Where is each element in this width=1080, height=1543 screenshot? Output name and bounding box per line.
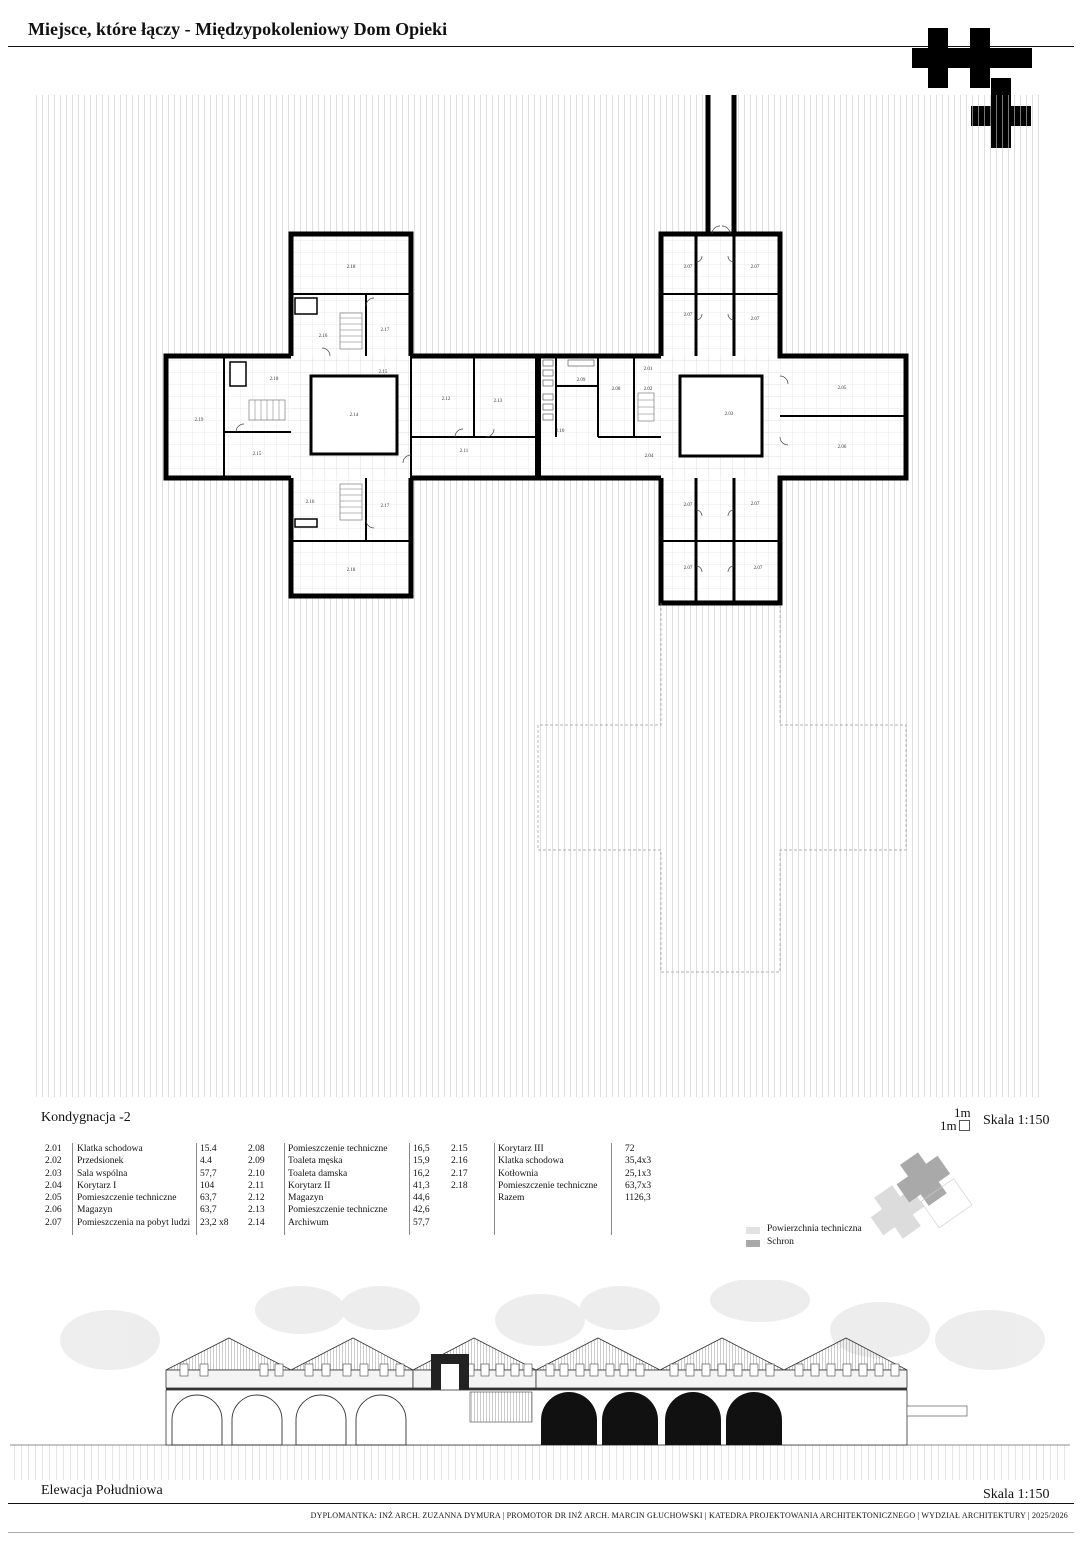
room-label: 2.18 — [346, 568, 356, 573]
table-areas-col2: 16,5 15,9 16,2 41,3 44,6 42,6 57,7 — [413, 1144, 430, 1228]
room-label: 2.02 — [643, 387, 653, 392]
table-divider — [409, 1143, 410, 1235]
legend-swatch-shelter — [746, 1240, 760, 1247]
table-names-col1: Klatka schodowa Przedsionek Sala wspólna Korytarz I Pomieszczenie techniczne Magazyn Pomieszczenia na pobyt ludzi — [77, 1144, 191, 1228]
scale-bar-bottom-label: 1m — [940, 1118, 957, 1133]
room-label: 2.18 — [346, 265, 356, 270]
footer-credits: DYPLOMANTKA: INŻ ARCH. ZUZANNA DYMURA | PROMOTOR DR INŻ ARCH. MARCIN GŁUCHOWSKI | KATEDRA PROJEKTOWANIA ARCHITEKTONICZNEGO | WYDZIAŁ ARCHITEKTURY | 2025/2026 — [310, 1511, 1068, 1520]
key-plan-map — [860, 1140, 980, 1240]
room-label: 2.12 — [441, 397, 451, 402]
legend-label: Powierzchnia techniczna — [767, 1224, 862, 1234]
room-label: 2.09 — [576, 378, 586, 383]
room-label: 2.15 — [252, 452, 262, 457]
room-label: 2.08 — [611, 387, 621, 392]
table-codes-col3: 2.15 2.16 2.17 2.18 — [451, 1144, 468, 1191]
scale-bar — [938, 1105, 978, 1135]
room-label: 2.18 — [269, 377, 279, 382]
table-names-col2: Pomieszczenie techniczne Toaleta męska Toaleta damska Korytarz II Magazyn Pomieszczenie techniczne Archiwum — [288, 1144, 388, 1228]
table-divider — [284, 1143, 285, 1235]
table-divider — [611, 1143, 612, 1235]
room-label: 2.17 — [380, 328, 390, 333]
scale-bar-square-icon — [959, 1120, 970, 1131]
table-names-col3: Korytarz III Klatka schodowa Kotłownia Pomieszczenie techniczne Razem — [498, 1144, 598, 1204]
footer-rule — [8, 1503, 1074, 1504]
page-title: Miejsce, które łączy - Międzypokoleniowy Dom Opieki — [28, 19, 448, 39]
elevation-scale-label: Skala 1:150 — [983, 1487, 1050, 1502]
bottom-rule — [8, 1532, 1074, 1533]
room-label: 2.16 — [305, 500, 315, 505]
scale-bar-top-label: 1m — [954, 1105, 971, 1120]
room-label: 2.07 — [753, 566, 763, 571]
table-divider — [72, 1143, 73, 1235]
room-label: 2.07 — [750, 317, 760, 322]
room-label: 2.06 — [837, 445, 847, 450]
room-label: 2.14 — [349, 413, 359, 418]
room-label: 2.11 — [459, 449, 469, 454]
legend-label: Schron — [767, 1237, 794, 1247]
table-codes-col2: 2.08 2.09 2.10 2.11 2.12 2.13 2.14 — [248, 1144, 265, 1228]
room-label: 2.15 — [378, 370, 388, 375]
elevation-title: Elewacja Południowa — [41, 1483, 163, 1498]
room-label: 2.17 — [380, 504, 390, 509]
room-label: 2.07 — [683, 503, 693, 508]
level-title: Kondygnacja -2 — [41, 1110, 131, 1125]
room-label: 2.07 — [683, 265, 693, 270]
table-areas-col1: 15.4 4.4 57,7 104 63,7 63,7 23,2 x8 — [200, 1144, 229, 1228]
room-label: 2.07 — [750, 502, 760, 507]
site-hatch — [36, 95, 1040, 1097]
plan-scale-label: Skala 1:150 — [983, 1113, 1050, 1128]
table-areas-col3: 72 35,4x3 25,1x3 63,7x3 1126,3 — [625, 1144, 652, 1204]
room-label: 2.19 — [194, 418, 204, 423]
room-label: 2.05 — [837, 386, 847, 391]
south-elevation-drawing — [0, 1280, 1080, 1480]
room-label: 2.03 — [724, 412, 734, 417]
atrium-right — [680, 376, 762, 456]
room-label: 2.10 — [555, 429, 565, 434]
room-label: 2.13 — [493, 399, 503, 404]
room-label: 2.07 — [750, 265, 760, 270]
room-label: 2.04 — [644, 454, 654, 459]
room-label: 2.16 — [318, 334, 328, 339]
room-label: 2.07 — [683, 566, 693, 571]
table-divider — [494, 1143, 495, 1235]
room-label: 2.01 — [643, 367, 653, 372]
legend-swatch-technical — [746, 1227, 760, 1234]
table-divider — [196, 1143, 197, 1235]
room-label: 2.07 — [683, 313, 693, 318]
table-codes-col1: 2.01 2.02 2.03 2.04 2.05 2.06 2.07 — [45, 1144, 62, 1228]
